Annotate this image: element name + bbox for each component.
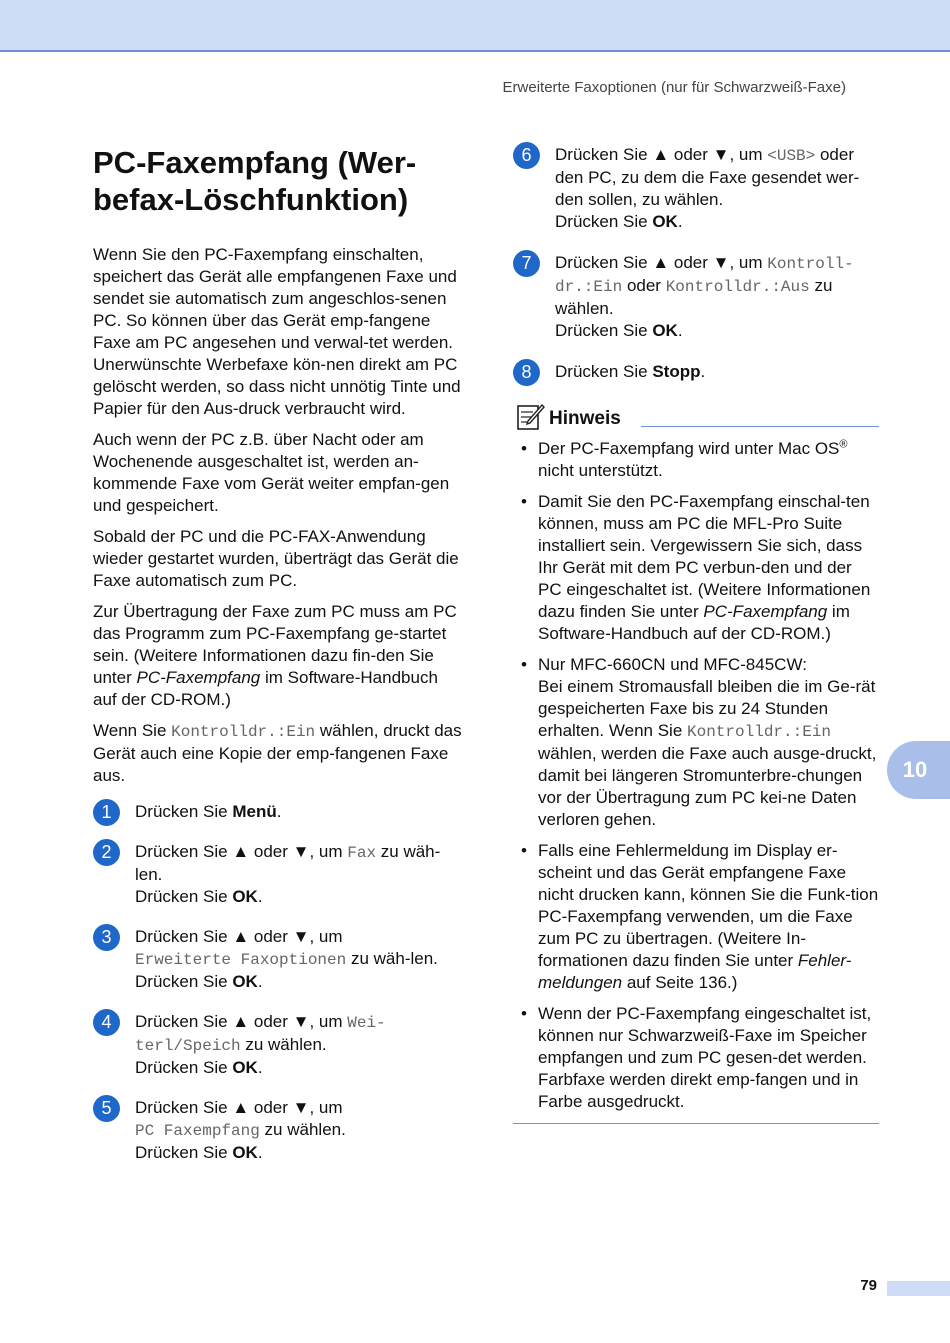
step-text: . bbox=[677, 321, 683, 340]
key-name: OK bbox=[652, 212, 678, 231]
note-divider bbox=[641, 426, 879, 427]
text: wählen, druckt das Gerät auch eine Kopie der emp-fangenen Faxe aus. bbox=[93, 721, 462, 785]
note-item-mac bbox=[513, 438, 879, 482]
paragraph-program-text: Zur Übertragung der Faxe zum PC muss am PC das Programm zum PC-Faxempfang ge-startet sein. (Weitere Informationen dazu fin-den Sie unter bbox=[93, 602, 457, 687]
cross-reference: PC-Faxempfang bbox=[703, 602, 828, 621]
key-name: Stopp bbox=[652, 362, 701, 381]
note-item-power-failure bbox=[513, 654, 879, 831]
page-number: 79 bbox=[860, 1277, 877, 1294]
step-text: Drücken Sie ▲ oder ▼, um bbox=[135, 1012, 348, 1031]
step-number-badge: 1 bbox=[93, 799, 120, 826]
steps-list-left bbox=[93, 801, 465, 1164]
step-text: Drücken Sie ▲ oder ▼, um bbox=[135, 842, 348, 861]
step-7 bbox=[513, 252, 879, 342]
paragraph-restart: Sobald der PC und die PC-FAX-Anwendung wieder gestartet wurden, überträgt das Gerät die Faxe automatisch zum PC. bbox=[93, 527, 459, 590]
step-text: . bbox=[257, 887, 263, 906]
step-number-badge: 5 bbox=[93, 1095, 120, 1122]
title-line-1: PC-Faxempfang (Wer- bbox=[93, 145, 417, 180]
step-text: Drücken Sie bbox=[135, 972, 233, 991]
step-line bbox=[135, 1142, 465, 1164]
paragraph-intro: Wenn Sie den PC-Faxempfang einschalten, speichert das Gerät alle empfangenen Faxe und sendet sie automatisch zum angeschlos-senen PC. So können über das Gerät emp-fangene Faxe am PC angesehen und verwal-tet werden. Unerwünschte Werbefaxe kön-nen direkt am PC gelöscht werden, so dass nicht unnötig Tinte und Papier für den Aus-druck verbraucht wird. bbox=[93, 245, 461, 418]
chapter-tab bbox=[887, 741, 950, 799]
step-text: zu wählen. bbox=[259, 1120, 346, 1139]
right-column bbox=[513, 144, 879, 1124]
step-number-badge: 2 bbox=[93, 839, 120, 866]
step-line bbox=[135, 1034, 465, 1057]
note-text: Wenn der PC-Faxempfang eingeschaltet ist, können nur Schwarzweiß-Faxe im Speicher empfangen und zum PC gesen-det werden. Farbfaxe werden direkt emp-fangen und in Farbe ausgedruckt. bbox=[538, 1004, 872, 1111]
bullet: • bbox=[521, 439, 527, 458]
step-text: . bbox=[257, 972, 263, 991]
left-column bbox=[93, 144, 465, 1182]
bullet: • bbox=[521, 841, 527, 860]
step-line bbox=[555, 211, 879, 233]
step-text: Drücken Sie bbox=[135, 802, 233, 821]
step-text: . bbox=[700, 362, 706, 381]
menu-option-code: Kontroll-dr.:Ein bbox=[555, 255, 854, 296]
note-item-mono-only bbox=[513, 1003, 879, 1113]
menu-option-code: terl/Speich bbox=[135, 1037, 241, 1055]
step-2 bbox=[93, 841, 465, 908]
step-text: Drücken Sie bbox=[135, 1143, 233, 1162]
step-6 bbox=[513, 144, 879, 233]
menu-option-code: Kontrolldr.:Ein bbox=[687, 723, 832, 741]
paragraph-backup-print bbox=[93, 720, 465, 787]
note-text: nicht unterstützt. bbox=[538, 461, 663, 480]
step-line bbox=[135, 841, 465, 886]
step-number-badge: 6 bbox=[513, 142, 540, 169]
bullet: • bbox=[521, 492, 527, 511]
step-number-badge: 4 bbox=[93, 1009, 120, 1036]
note-end-divider bbox=[513, 1123, 879, 1124]
registered-mark: ® bbox=[839, 438, 848, 451]
menu-option-code: <USB> bbox=[767, 147, 816, 165]
note-text: Bei einem Stromausfall bleiben die im Ge-rät gespeicherten Faxe bis zu 24 Stunden erhalten. Wenn Sie bbox=[538, 677, 876, 740]
note-text: wählen, werden die Faxe auch ausge-druckt, damit bei längeren Stromunterbre-chungen vor der Übertragung zum PC kei-ne Daten verloren gehen. bbox=[538, 744, 877, 829]
step-text: zu wäh-len. bbox=[346, 949, 438, 968]
cross-reference: Fehler-meldungen bbox=[538, 951, 852, 992]
step-5 bbox=[93, 1097, 465, 1164]
step-text: oder den PC, zu dem die Faxe gesendet wer-den sollen, zu wählen. bbox=[555, 145, 860, 209]
step-line bbox=[135, 886, 465, 908]
step-text: Drücken Sie ▲ oder ▼, um bbox=[555, 253, 768, 272]
step-text: Drücken Sie ▲ oder ▼, um bbox=[135, 1098, 343, 1117]
chapter-number: 10 bbox=[902, 757, 928, 782]
step-text: Drücken Sie bbox=[555, 362, 653, 381]
running-header: Erweiterte Faxoptionen (nur für Schwarzweiß-Faxe) bbox=[502, 79, 846, 96]
step-line bbox=[555, 320, 879, 342]
text: Wenn Sie bbox=[93, 721, 172, 740]
note-text: Damit Sie den PC-Faxempfang einschal-ten können, muss am PC die MFL-Pro Suite installiert sein. Vergewissern Sie sich, dass Ihr Gerät mit dem PC verbun-den und der PC eingeschaltet ist. (Weitere Informationen dazu finden Sie unter bbox=[538, 492, 871, 621]
note-text: auf Seite 136.) bbox=[622, 973, 738, 992]
step-4 bbox=[93, 1011, 465, 1079]
note-header bbox=[513, 402, 879, 432]
step-text: Drücken Sie ▲ oder ▼, um bbox=[555, 145, 768, 164]
cross-reference: PC-Faxempfang bbox=[136, 668, 261, 687]
step-text: . bbox=[677, 212, 683, 231]
step-text: zu wählen. bbox=[555, 276, 833, 318]
note-item-software bbox=[513, 491, 879, 645]
title-line-2: befax-Löschfunktion) bbox=[93, 182, 409, 217]
key-name: OK bbox=[232, 1058, 258, 1077]
page-title bbox=[93, 144, 465, 218]
key-name: OK bbox=[232, 887, 258, 906]
step-line bbox=[135, 971, 465, 993]
step-line bbox=[135, 948, 465, 971]
top-header-band bbox=[0, 0, 950, 52]
step-line bbox=[135, 1057, 465, 1079]
step-1 bbox=[93, 801, 465, 823]
note-text: Falls eine Fehlermeldung im Display er-scheint und das Gerät empfangene Faxe nicht drucken kann, können Sie die Funk-tion PC-Faxempfang verwenden, um die Faxe zum PC zu übertragen. (Weitere In-formationen dazu finden Sie unter bbox=[538, 841, 879, 970]
step-text: Drücken Sie bbox=[555, 321, 653, 340]
menu-option-code: Kontrolldr.:Ein bbox=[171, 723, 316, 741]
step-line bbox=[135, 1119, 465, 1142]
key-name: OK bbox=[652, 321, 678, 340]
paragraph-night: Auch wenn der PC z.B. über Nacht oder am Wochenende ausgeschaltet ist, werden an-kommende Faxe vom Gerät weiter empfan-gen und gespeichert. bbox=[93, 430, 450, 515]
step-text: zu wählen. bbox=[240, 1035, 327, 1054]
paragraph-program bbox=[93, 601, 465, 711]
step-8 bbox=[513, 361, 879, 383]
step-number-badge: 8 bbox=[513, 359, 540, 386]
menu-option-code: Wei- bbox=[347, 1014, 386, 1032]
bullet: • bbox=[521, 1004, 527, 1023]
footer-band bbox=[887, 1281, 950, 1296]
step-text: oder bbox=[622, 276, 666, 295]
menu-option-code: Fax bbox=[347, 844, 377, 862]
key-name: Menü bbox=[232, 802, 277, 821]
menu-option-code: Kontrolldr.:Aus bbox=[665, 278, 810, 296]
note-text: im Software-Handbuch auf der CD-ROM.) bbox=[538, 602, 850, 643]
note-list bbox=[513, 438, 879, 1113]
step-text: Drücken Sie ▲ oder ▼, um bbox=[135, 927, 343, 946]
step-text: Drücken Sie bbox=[135, 1058, 233, 1077]
step-line bbox=[555, 144, 879, 211]
note-text: Nur MFC-660CN und MFC-845CW: bbox=[538, 655, 807, 674]
step-line bbox=[555, 252, 879, 320]
note-text: Der PC-Faxempfang wird unter Mac OS bbox=[538, 439, 840, 458]
note-item-error bbox=[513, 840, 879, 994]
step-number-badge: 7 bbox=[513, 250, 540, 277]
menu-option-code: PC Faxempfang bbox=[135, 1122, 260, 1140]
note-title: Hinweis bbox=[549, 408, 621, 429]
paragraph-program-end: im Software-Handbuch auf der CD-ROM.) bbox=[93, 668, 438, 709]
menu-option-code: Erweiterte Faxoptionen bbox=[135, 951, 347, 969]
step-line bbox=[135, 1011, 465, 1034]
step-3 bbox=[93, 926, 465, 993]
key-name: OK bbox=[232, 972, 258, 991]
note-pencil-icon bbox=[515, 402, 545, 432]
key-name: OK bbox=[232, 1143, 258, 1162]
step-number-badge: 3 bbox=[93, 924, 120, 951]
bullet: • bbox=[521, 655, 527, 674]
step-text: zu wäh-len. bbox=[135, 842, 441, 884]
step-text: Drücken Sie bbox=[135, 887, 233, 906]
step-text: . bbox=[276, 802, 282, 821]
step-text: Drücken Sie bbox=[555, 212, 653, 231]
step-text: . bbox=[257, 1058, 263, 1077]
step-text: . bbox=[257, 1143, 263, 1162]
